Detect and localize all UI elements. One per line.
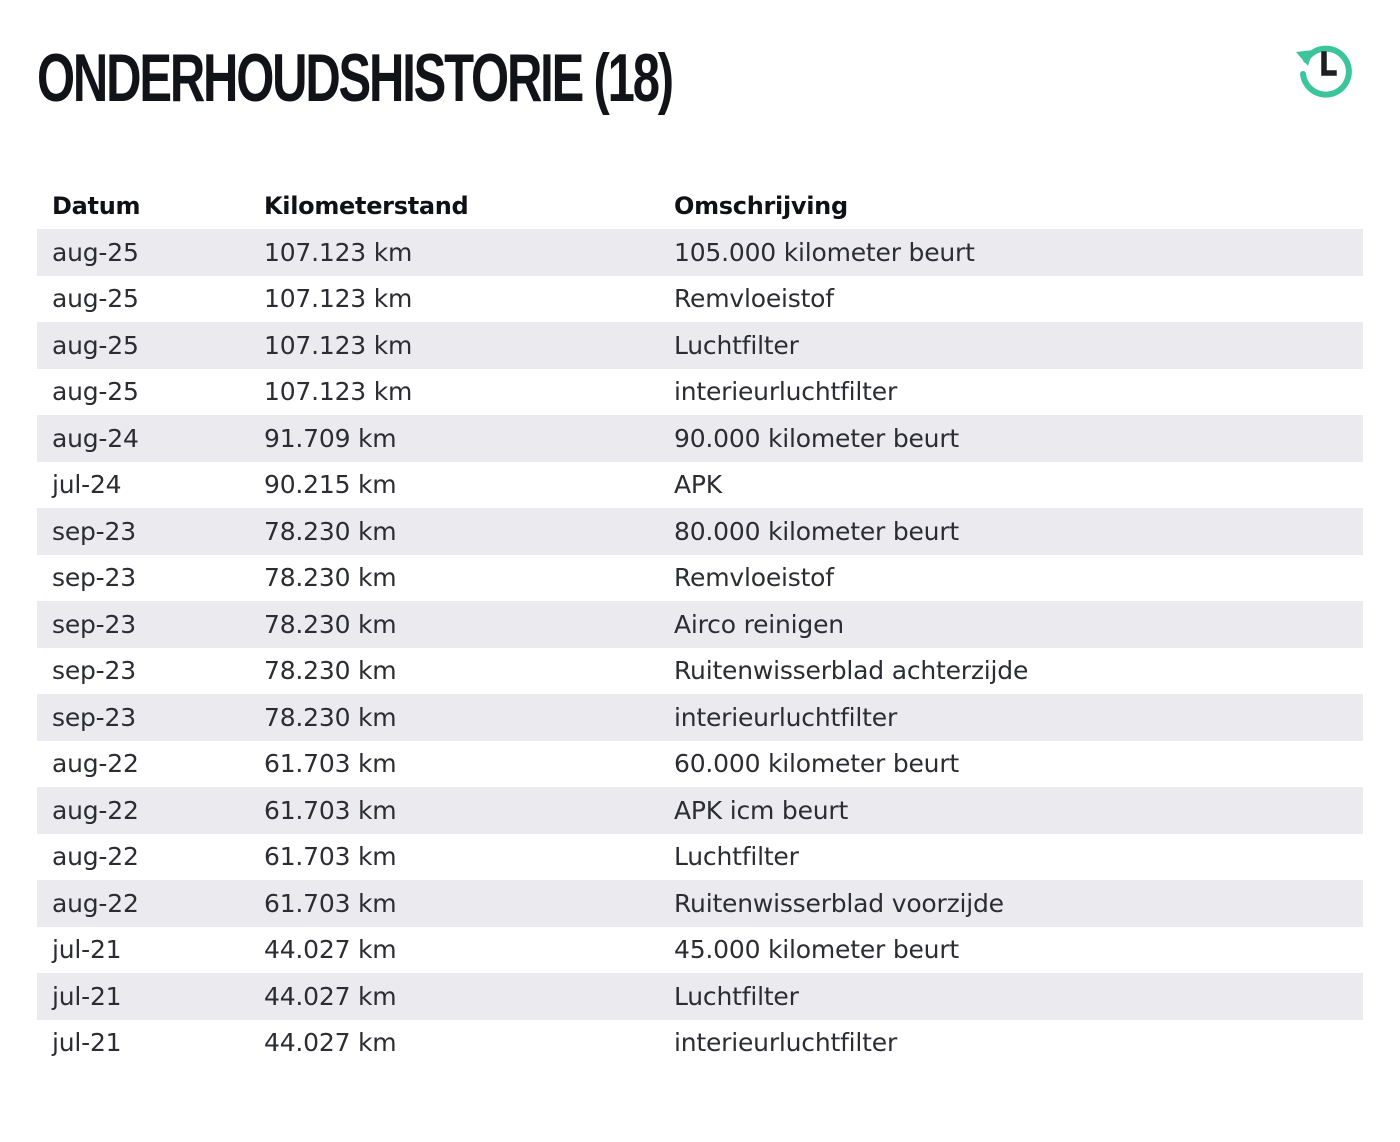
- row-date: aug-22: [52, 842, 139, 872]
- row-kilometerstand: 107.123 km: [249, 322, 659, 369]
- row-date: sep-23: [37, 694, 249, 741]
- table-row: [37, 462, 1363, 509]
- row-description: interieurluchtfilter: [674, 1028, 898, 1058]
- row-date: sep-23: [52, 656, 136, 686]
- row-date: sep-23: [37, 508, 249, 555]
- row-date: aug-25: [37, 229, 249, 276]
- row-description: 80.000 kilometer beurt: [659, 508, 1363, 555]
- page-header: [37, 38, 1363, 118]
- row-kilometerstand: 78.230 km: [249, 601, 659, 648]
- row-kilometerstand: 44.027 km: [264, 1028, 397, 1058]
- row-kilometerstand: 78.230 km: [264, 656, 397, 686]
- table-row: [37, 927, 1363, 974]
- table-row: [37, 973, 1363, 1020]
- row-date: sep-23: [37, 601, 249, 648]
- row-kilometerstand: 78.230 km: [249, 694, 659, 741]
- row-kilometerstand: 78.230 km: [249, 508, 659, 555]
- row-date: aug-22: [37, 880, 249, 927]
- table-row: [37, 741, 1363, 788]
- row-kilometerstand: 61.703 km: [264, 842, 397, 872]
- row-description: APK: [674, 470, 722, 500]
- row-date: aug-22: [52, 749, 139, 779]
- row-description: 105.000 kilometer beurt: [659, 229, 1363, 276]
- row-kilometerstand: 44.027 km: [249, 973, 659, 1020]
- table-row: [37, 834, 1363, 881]
- column-header-description: Omschrijving: [674, 191, 848, 220]
- table-row: [37, 276, 1363, 323]
- row-description: Remvloeistof: [674, 284, 834, 314]
- row-description: Luchtfilter: [659, 322, 1363, 369]
- table-row: [37, 229, 1363, 276]
- history-clock-icon: [1293, 38, 1357, 102]
- row-date: aug-25: [52, 377, 139, 407]
- row-date: aug-25: [37, 322, 249, 369]
- column-header-km: Kilometerstand: [264, 191, 469, 220]
- table-row: [37, 555, 1363, 602]
- table-row: [37, 1020, 1363, 1067]
- row-date: jul-24: [52, 470, 122, 500]
- table-row: [37, 415, 1363, 462]
- row-date: sep-23: [52, 563, 136, 593]
- row-kilometerstand: 61.703 km: [264, 749, 397, 779]
- row-kilometerstand: 78.230 km: [264, 563, 397, 593]
- row-date: aug-22: [37, 787, 249, 834]
- row-description: 60.000 kilometer beurt: [674, 749, 960, 779]
- row-description: 45.000 kilometer beurt: [674, 935, 960, 965]
- table-row: [37, 601, 1363, 648]
- table-row: [37, 508, 1363, 555]
- row-description: Ruitenwisserblad achterzijde: [674, 656, 1029, 686]
- table-row: [37, 369, 1363, 416]
- row-description: Ruitenwisserblad voorzijde: [659, 880, 1363, 927]
- row-kilometerstand: 91.709 km: [249, 415, 659, 462]
- row-date: jul-21: [52, 935, 122, 965]
- row-description: Luchtfilter: [674, 842, 799, 872]
- row-date: jul-21: [37, 973, 249, 1020]
- column-header-date: Datum: [52, 191, 141, 220]
- row-description: 90.000 kilometer beurt: [659, 415, 1363, 462]
- row-kilometerstand: 107.123 km: [264, 377, 413, 407]
- row-date: aug-24: [37, 415, 249, 462]
- row-description: APK icm beurt: [659, 787, 1363, 834]
- page-title: ONDERHOUDSHISTORIE (18): [37, 40, 672, 116]
- table-header-row: [37, 182, 1363, 229]
- row-description: Remvloeistof: [674, 563, 834, 593]
- row-description: interieurluchtfilter: [674, 377, 898, 407]
- row-kilometerstand: 61.703 km: [249, 880, 659, 927]
- row-kilometerstand: 107.123 km: [249, 229, 659, 276]
- row-kilometerstand: 61.703 km: [249, 787, 659, 834]
- row-kilometerstand: 44.027 km: [264, 935, 397, 965]
- table-row: [37, 787, 1363, 834]
- table-row: [37, 648, 1363, 695]
- row-description: interieurluchtfilter: [659, 694, 1363, 741]
- row-kilometerstand: 107.123 km: [264, 284, 413, 314]
- history-button[interactable]: [1293, 38, 1357, 102]
- row-description: Airco reinigen: [659, 601, 1363, 648]
- maintenance-history-table: [37, 182, 1363, 1066]
- row-date: aug-25: [52, 284, 139, 314]
- table-row: [37, 322, 1363, 369]
- table-row: [37, 880, 1363, 927]
- row-date: jul-21: [52, 1028, 122, 1058]
- row-kilometerstand: 90.215 km: [264, 470, 397, 500]
- table-row: [37, 694, 1363, 741]
- row-description: Luchtfilter: [659, 973, 1363, 1020]
